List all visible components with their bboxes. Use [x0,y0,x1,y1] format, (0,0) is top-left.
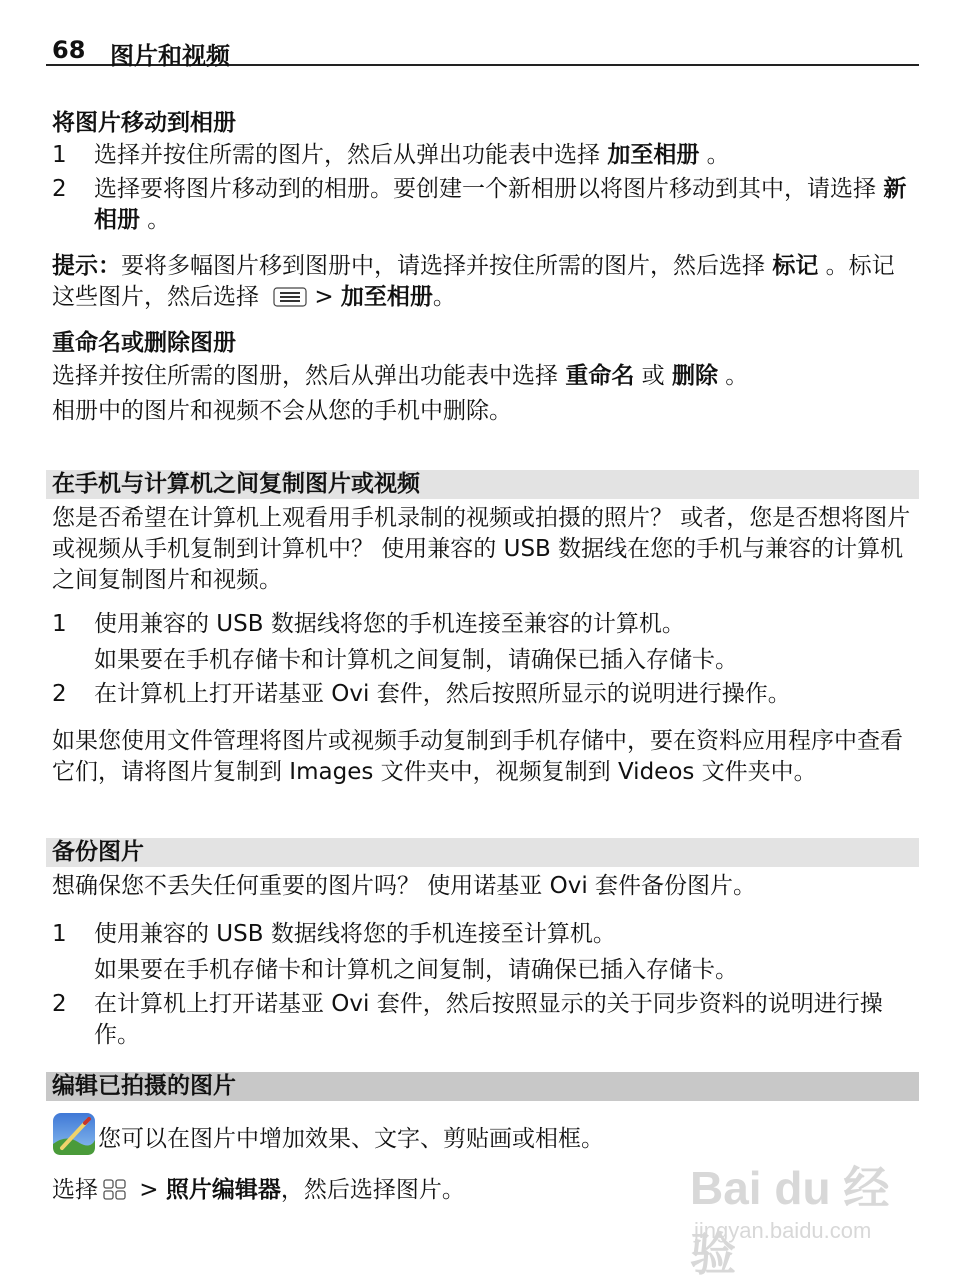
backup-step-2 [52,989,914,1051]
step-number: 2 [52,991,67,1017]
step-number: 1 [52,611,67,637]
move-step-2 [52,174,914,236]
add-to-album-label: 加至相册 [607,142,700,168]
photo-editor-app-icon [52,1112,96,1156]
edit-intro: 您可以在图片中增加效果、文字、剪贴画或相框。 [98,1126,604,1152]
backup-intro: 想确保您不丢失任何重要的图片吗？ 使用诺基亚 Ovi 套件备份图片。 [52,873,757,899]
section-bar-backup [46,838,919,867]
heading-rename-delete: 重命名或删除图册 [52,330,236,356]
step-number: 1 [52,142,67,168]
section-title: 备份图片 [52,839,144,865]
copy-step-1 [52,609,914,640]
copy-step-1-note: 如果要在手机存储卡和计算机之间复制，请确保已插入存储卡。 [94,647,738,673]
step-text: 在计算机上打开诺基亚 Ovi 套件，然后按照所显示的说明进行操作。 [94,681,791,707]
mark-label: 标记 [772,253,819,279]
tip-paragraph: 提示：要将多幅图片移到图册中，请选择并按住所需的图片，然后选择 标记 。标记这些图片，然后选择 > 加至相册。 [52,253,895,310]
move-step-1 [52,140,914,171]
section-bar-copy [46,470,919,499]
add-to-album-label-2: 加至相册 [340,284,433,310]
delete-label: 删除 [671,363,718,389]
chapter-title: 图片和视频 [110,42,230,70]
new-album-label: 新相册 [94,176,907,233]
section-bar-edit [46,1072,919,1101]
watermark-url: jingyan.baidu.com [694,1218,872,1243]
page-number: 68 [52,36,86,64]
menu-grid-icon [102,1178,128,1202]
step-text: 使用兼容的 USB 数据线将您的手机连接至计算机。 [94,921,616,947]
section-title: 编辑已拍摄的图片 [52,1073,236,1099]
step-text: 在计算机上打开诺基亚 Ovi 套件，然后按照显示的关于同步资料的说明进行操作。 [94,991,883,1048]
rename-delete-instruction: 选择并按住所需的图册，然后从弹出功能表中选择 重命名 或 删除 。 [52,363,749,389]
step-text: 选择并按住所需的图片，然后从弹出功能表中选择 加至相册 。 [94,142,730,168]
watermark-logo: Bai du 经验 [690,1162,890,1280]
edit-instruction: 选择 > 照片编辑器，然后选择图片。 [52,1177,465,1203]
photo-editor-label: 照片编辑器 [165,1177,281,1203]
tip-label: 提示： [52,253,121,279]
rename-label: 重命名 [565,363,635,389]
backup-step-1-note: 如果要在手机存储卡和计算机之间复制，请确保已插入存储卡。 [94,957,738,983]
copy-intro: 您是否希望在计算机上观看用手机录制的视频或拍摄的照片？ 或者，您是否想将图片或视频从手机复制到计算机中？ 使用兼容的 USB 数据线在您的手机与兼容的计算机之间复制图片和视频。 [52,505,911,593]
step-text: 使用兼容的 USB 数据线将您的手机连接至兼容的计算机。 [94,611,685,637]
section-title: 在手机与计算机之间复制图片或视频 [52,471,420,497]
baidu-watermark [690,1152,920,1280]
heading-move-to-album: 将图片移动到相册 [52,110,236,136]
delete-note: 相册中的图片和视频不会从您的手机中删除。 [52,398,512,424]
step-text: 选择要将图片移动到的相册。要创建一个新相册以将图片移动到其中，请选择 新相册 。 [94,176,907,233]
menu-lines-icon [272,286,308,308]
step-number: 2 [52,681,67,707]
step-number: 2 [52,176,67,202]
step-number: 1 [52,921,67,947]
page-header [46,36,919,70]
copy-step-2 [52,679,914,710]
copy-outro: 如果您使用文件管理将图片或视频手动复制到手机存储中，要在资料应用程序中查看它们，请将图片复制到 Images 文件夹中，视频复制到 Videos 文件夹中。 [52,728,903,785]
backup-step-1 [52,919,914,950]
